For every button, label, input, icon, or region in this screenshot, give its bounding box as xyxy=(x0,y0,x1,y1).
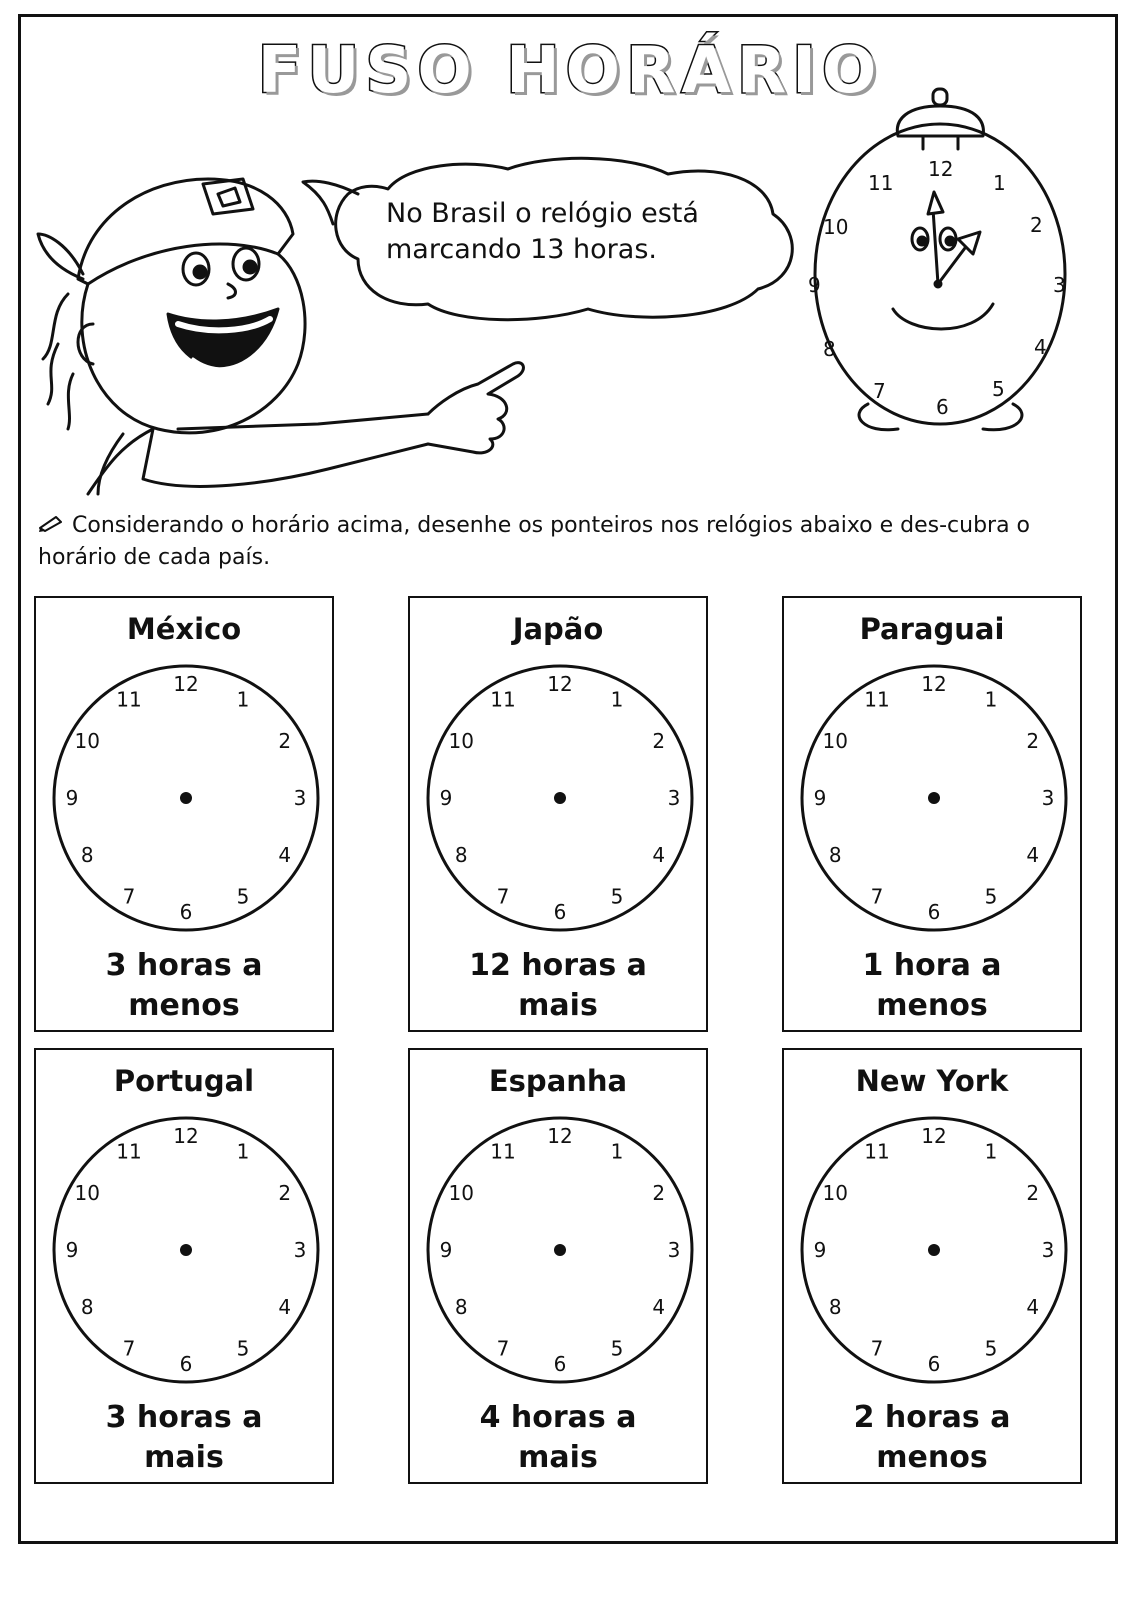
country-card-espanha xyxy=(408,1048,708,1484)
country-name: Espanha xyxy=(488,1064,628,1098)
instruction xyxy=(38,510,1098,574)
speech-line-1: No Brasil o relógio está xyxy=(386,198,699,229)
time-difference-line-1: 3 horas a xyxy=(105,1400,263,1435)
country-name: New York xyxy=(855,1064,1009,1098)
time-difference-line-2: mais xyxy=(144,1440,224,1475)
clock-number: 7 xyxy=(122,884,136,909)
clock-number: 2 xyxy=(1026,1181,1040,1205)
clock-number: 6 xyxy=(179,1352,193,1376)
time-difference xyxy=(410,1398,706,1478)
clock-face[interactable] xyxy=(796,1114,1072,1390)
svg-text:5: 5 xyxy=(992,377,1005,401)
country-card-paraguai xyxy=(782,596,1082,1032)
clock-number: 7 xyxy=(496,884,510,909)
boy-and-clock-illustration xyxy=(28,84,1128,514)
clock-number: 8 xyxy=(828,843,842,867)
time-difference xyxy=(784,946,1080,1026)
clock-number: 1 xyxy=(610,1139,624,1164)
clock-center-dot xyxy=(180,1244,192,1256)
clock-number: 8 xyxy=(454,843,468,867)
speech-line-2: marcando 13 horas. xyxy=(386,234,657,265)
clock-number: 8 xyxy=(454,1295,468,1319)
clock-number: 4 xyxy=(278,1295,292,1319)
clock-number: 12 xyxy=(547,672,573,696)
clock-number: 3 xyxy=(667,1238,681,1262)
clock-number: 9 xyxy=(813,1238,827,1262)
clock-number: 7 xyxy=(870,1336,884,1361)
svg-text:12: 12 xyxy=(928,157,954,181)
clock-number: 3 xyxy=(293,1238,307,1262)
clock-number: 11 xyxy=(116,1139,142,1164)
clock-number: 4 xyxy=(1026,843,1040,867)
clock-number: 2 xyxy=(652,729,666,753)
clock-number: 5 xyxy=(984,884,998,909)
alarm-clock-character xyxy=(815,89,1065,430)
clock-number: 11 xyxy=(490,1139,516,1164)
clock-number: 10 xyxy=(74,729,100,753)
clock-number: 5 xyxy=(236,1336,250,1361)
clock-number: 7 xyxy=(122,1336,136,1361)
instruction-text: Considerando o horário acima, desenhe os ponteiros nos relógios abaixo e des-cubra o horário de cada país. xyxy=(38,513,1031,570)
time-difference xyxy=(410,946,706,1026)
country-name: Portugal xyxy=(113,1064,255,1098)
clock-number: 8 xyxy=(80,1295,94,1319)
clock-number: 10 xyxy=(448,729,474,753)
clock-number: 10 xyxy=(448,1181,474,1205)
clock-number: 5 xyxy=(610,1336,624,1361)
svg-text:4: 4 xyxy=(1034,335,1047,359)
clock-number: 7 xyxy=(870,884,884,909)
page-title: FUSO HORÁRIO xyxy=(257,34,883,108)
clock-number: 11 xyxy=(864,1139,890,1164)
clock-number: 2 xyxy=(1026,729,1040,753)
clock-number: 1 xyxy=(236,1139,250,1164)
country-card-japao xyxy=(408,596,708,1032)
clock-number: 12 xyxy=(921,1124,947,1148)
boy-cap xyxy=(78,179,293,284)
country-name: México xyxy=(126,612,242,646)
pencil-icon xyxy=(38,514,64,532)
clock-number: 5 xyxy=(984,1336,998,1361)
clock-number: 2 xyxy=(278,729,292,753)
clock-number: 10 xyxy=(822,729,848,753)
pointing-hand xyxy=(428,363,523,453)
svg-text:6: 6 xyxy=(936,395,949,419)
time-difference-line-2: menos xyxy=(128,988,240,1023)
time-difference-line-1: 1 hora a xyxy=(862,948,1002,983)
svg-text:1: 1 xyxy=(993,171,1006,195)
clock-number: 12 xyxy=(921,672,947,696)
svg-text:11: 11 xyxy=(868,171,894,195)
clock-face[interactable] xyxy=(422,1114,698,1390)
clock-number: 7 xyxy=(496,1336,510,1361)
boy-mouth xyxy=(168,309,278,366)
clock-number: 5 xyxy=(236,884,250,909)
clock-number: 8 xyxy=(80,843,94,867)
clock-number: 6 xyxy=(927,900,941,924)
clock-number: 1 xyxy=(610,687,624,712)
clock-number: 12 xyxy=(547,1124,573,1148)
clock-number: 11 xyxy=(864,687,890,712)
clock-face[interactable] xyxy=(48,1114,324,1390)
clock-number: 6 xyxy=(553,900,567,924)
clock-face[interactable] xyxy=(796,662,1072,938)
clock-number: 3 xyxy=(1041,786,1055,810)
clock-number: 12 xyxy=(173,1124,199,1148)
clock-number: 3 xyxy=(293,786,307,810)
clock-center-dot xyxy=(554,1244,566,1256)
clock-face[interactable] xyxy=(422,662,698,938)
clock-center-dot xyxy=(928,792,940,804)
clock-number: 10 xyxy=(74,1181,100,1205)
clock-number: 2 xyxy=(278,1181,292,1205)
clock-center-dot xyxy=(928,1244,940,1256)
clock-face[interactable] xyxy=(48,662,324,938)
clock-number: 5 xyxy=(610,884,624,909)
clock-number: 9 xyxy=(65,786,79,810)
clock-number: 3 xyxy=(667,786,681,810)
country-card-mexico xyxy=(34,596,334,1032)
clock-number: 4 xyxy=(1026,1295,1040,1319)
time-difference-line-2: menos xyxy=(876,988,988,1023)
clock-center-dot xyxy=(554,792,566,804)
svg-text:9: 9 xyxy=(808,273,821,297)
country-name: Paraguai xyxy=(859,612,1005,646)
time-difference-line-1: 3 horas a xyxy=(105,948,263,983)
time-difference-line-1: 2 horas a xyxy=(853,1400,1011,1435)
svg-text:8: 8 xyxy=(823,337,836,361)
clock-number: 3 xyxy=(1041,1238,1055,1262)
clock-number: 6 xyxy=(927,1352,941,1376)
clock-number: 2 xyxy=(652,1181,666,1205)
clock-number: 1 xyxy=(984,687,998,712)
country-name: Japão xyxy=(512,612,604,646)
clock-number: 11 xyxy=(490,687,516,712)
clock-number: 10 xyxy=(822,1181,848,1205)
speech-bubble-text xyxy=(386,196,766,268)
clock-number: 11 xyxy=(116,687,142,712)
clock-center-dot xyxy=(180,792,192,804)
clock-number: 4 xyxy=(278,843,292,867)
clock-number: 4 xyxy=(652,843,666,867)
time-difference xyxy=(36,1398,332,1478)
time-difference xyxy=(36,946,332,1026)
clock-number: 12 xyxy=(173,672,199,696)
svg-text:2: 2 xyxy=(1030,213,1043,237)
country-card-portugal xyxy=(34,1048,334,1484)
clock-number: 1 xyxy=(236,687,250,712)
clock-number: 4 xyxy=(652,1295,666,1319)
clock-number: 9 xyxy=(439,786,453,810)
svg-text:3: 3 xyxy=(1053,273,1066,297)
svg-text:10: 10 xyxy=(823,215,849,239)
country-card-new-york xyxy=(782,1048,1082,1484)
clock-number: 8 xyxy=(828,1295,842,1319)
clock-number: 9 xyxy=(813,786,827,810)
time-difference-line-2: mais xyxy=(518,988,598,1023)
time-difference-line-1: 12 horas a xyxy=(469,948,647,983)
clock-number: 1 xyxy=(984,1139,998,1164)
clock-number: 9 xyxy=(439,1238,453,1262)
clock-number: 6 xyxy=(179,900,193,924)
time-difference-line-1: 4 horas a xyxy=(479,1400,637,1435)
svg-text:7: 7 xyxy=(873,379,886,403)
time-difference-line-2: menos xyxy=(876,1440,988,1475)
time-difference xyxy=(784,1398,1080,1478)
clock-number: 6 xyxy=(553,1352,567,1376)
clock-number: 9 xyxy=(65,1238,79,1262)
time-difference-line-2: mais xyxy=(518,1440,598,1475)
